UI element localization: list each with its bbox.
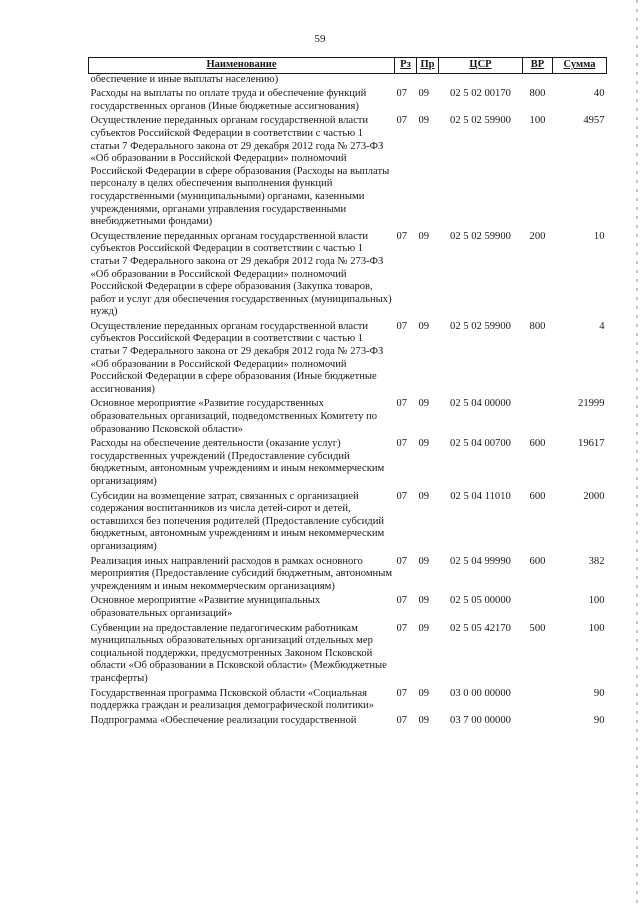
row-pr: 09	[418, 88, 430, 100]
row-vr	[523, 688, 553, 715]
table-row	[89, 115, 607, 230]
row-csr: 02 5 04 00700	[450, 438, 511, 450]
row-vr: 800	[529, 88, 546, 100]
row-name: Основное мероприятие «Развитие муниципальных образовательных организаций»	[90, 595, 321, 619]
row-name: Расходы на обеспечение деятельности (оказание услуг) государственных учреждений (Предоставление субсидий бюджетным, автономным учреждениям и иным некоммерческим организациям)	[90, 438, 385, 487]
row-sum: 4957	[583, 115, 605, 127]
row-rz: 07	[396, 115, 408, 127]
row-csr: 02 5 04 11010	[450, 490, 511, 502]
table-row	[89, 438, 607, 490]
row-vr: 600	[529, 490, 546, 502]
row-rz: 07	[396, 555, 408, 567]
row-vr	[523, 595, 553, 622]
row-rz: 07	[396, 687, 408, 699]
row-sum: 382	[588, 555, 605, 567]
row-vr: 100	[529, 115, 546, 127]
row-sum: 21999	[578, 398, 605, 410]
row-rz: 07	[396, 398, 408, 410]
table-row	[89, 715, 607, 730]
row-rz: 07	[396, 320, 408, 332]
row-vr	[523, 715, 553, 730]
row-vr: 800	[529, 320, 546, 332]
scan-binding-edge	[636, 0, 638, 905]
row-vr: 600	[529, 438, 546, 450]
table-row	[89, 88, 607, 115]
header-rz: Рз	[395, 58, 417, 74]
header-csr: ЦСР	[439, 58, 523, 74]
row-name: Реализация иных направлений расходов в рамках основного мероприятия (Предоставление субсидий бюджетным, автономным учреждениям и иным некоммерческим организациям)	[90, 555, 393, 592]
row-pr: 09	[418, 320, 430, 332]
row-name: Осуществление переданных органам государственной власти субъектов Российской Федерации в соответствии с частью 1 статьи 7 Федерального закона от 29 декабря 2012 года № 273-ФЗ «Об образовании в Российской Федерации» полномочий Российской Федерации в сфере образования (Расходы на выплаты персоналу в целях обеспечения выполнения функций государственными (муниципальными) органами, казенными учреждениями, органами управления государственными внебюджетными фондами)	[90, 115, 390, 228]
row-rz: 07	[396, 622, 408, 634]
row-csr	[439, 73, 523, 88]
table-row	[89, 595, 607, 622]
row-sum: 10	[593, 230, 605, 242]
table-row	[89, 398, 607, 438]
row-csr: 02 5 05 42170	[450, 622, 511, 634]
header-vr: ВР	[523, 58, 553, 74]
row-pr: 09	[418, 115, 430, 127]
row-pr: 09	[418, 687, 430, 699]
row-pr: 09	[418, 714, 430, 726]
row-csr: 02 5 04 99990	[450, 555, 511, 567]
row-name: Расходы на выплаты по оплате труда и обеспечение функций государственных органов (Иные бюджетные ассигнования)	[90, 88, 367, 112]
row-pr: 09	[418, 398, 430, 410]
row-rz: 07	[396, 230, 408, 242]
row-sum	[553, 73, 607, 88]
row-csr: 03 0 00 00000	[450, 687, 511, 699]
table-row	[89, 321, 607, 399]
row-rz: 07	[396, 88, 408, 100]
table-row	[89, 556, 607, 596]
row-vr: 600	[529, 555, 546, 567]
row-name: Осуществление переданных органам государственной власти субъектов Российской Федерации в соответствии с частью 1 статьи 7 Федерального закона от 29 декабря 2012 года № 273-ФЗ «Об образовании в Российской Федерации» полномочий Российской Федерации в сфере образования (Иные бюджетные ассигнования)	[90, 320, 384, 395]
row-pr	[417, 73, 439, 88]
row-pr: 09	[418, 490, 430, 502]
row-csr: 03 7 00 00000	[450, 714, 511, 726]
table-row	[89, 688, 607, 715]
row-csr: 02 5 05 00000	[450, 595, 511, 607]
row-vr: 500	[529, 622, 546, 634]
table-row	[89, 73, 607, 88]
row-name: Государственная программа Псковской области «Социальная поддержка граждан и реализация демографической политики»	[90, 687, 374, 712]
row-pr: 09	[418, 595, 430, 607]
row-sum: 19617	[578, 438, 605, 450]
row-sum: 90	[593, 714, 605, 726]
row-rz: 07	[396, 438, 408, 450]
row-name: Субвенции на предоставление педагогическим работникам муниципальных образовательных организаций отдельных мер социальной поддержки, предусмотренных Законом Псковской области «Об образовании в Псковской области» (Межбюджетные трансферты)	[90, 622, 387, 684]
header-sum: Сумма	[553, 58, 607, 74]
row-sum: 90	[593, 687, 605, 699]
row-rz: 07	[396, 714, 408, 726]
row-name: Субсидии на возмещение затрат, связанных с организацией содержания воспитанников из числа детей-сирот и детей, оставшихся без попечения родителей (Предоставление субсидий бюджетным, автономным учреждениям и иным некоммерческим организациям)	[90, 490, 385, 552]
header-name: Наименование	[89, 58, 395, 74]
row-vr: 200	[529, 230, 546, 242]
budget-table	[88, 57, 607, 729]
table-header-row	[89, 58, 607, 74]
row-pr: 09	[418, 438, 430, 450]
row-csr: 02 5 02 00170	[450, 88, 511, 100]
row-csr: 02 5 02 59900	[450, 230, 511, 242]
row-name: Основное мероприятие «Развитие государственных образовательных организаций, подведомственных Комитету по образованию Псковской области»	[90, 398, 378, 435]
row-csr: 02 5 02 59900	[450, 320, 511, 332]
row-vr	[523, 398, 553, 438]
table-row	[89, 231, 607, 321]
row-rz: 07	[396, 490, 408, 502]
row-rz	[395, 73, 417, 88]
row-pr: 09	[418, 622, 430, 634]
table-row	[89, 623, 607, 688]
row-pr: 09	[418, 555, 430, 567]
row-csr: 02 5 02 59900	[450, 115, 511, 127]
row-name: обеспечение и иные выплаты населению)	[90, 73, 279, 85]
row-sum: 2000	[583, 490, 605, 502]
table-row	[89, 491, 607, 556]
row-rz: 07	[396, 595, 408, 607]
header-pr: Пр	[417, 58, 439, 74]
row-csr: 02 5 04 00000	[450, 398, 511, 410]
row-sum: 100	[588, 622, 605, 634]
page-number: 59	[314, 33, 326, 45]
row-vr	[523, 73, 553, 88]
row-pr: 09	[418, 230, 430, 242]
row-sum: 4	[599, 320, 605, 332]
row-name: Подпрограмма «Обеспечение реализации государственной	[90, 714, 357, 726]
row-sum: 100	[588, 595, 605, 607]
row-sum: 40	[593, 88, 605, 100]
row-name: Осуществление переданных органам государственной власти субъектов Российской Федерации в соответствии с частью 1 статьи 7 Федерального закона от 29 декабря 2012 года № 273-ФЗ «Об образовании в Российской Федерации» полномочий Российской Федерации в сфере образования (Закупка товаров, работ и услуг для обеспечения государственных (муниципальных) нужд)	[90, 230, 392, 318]
